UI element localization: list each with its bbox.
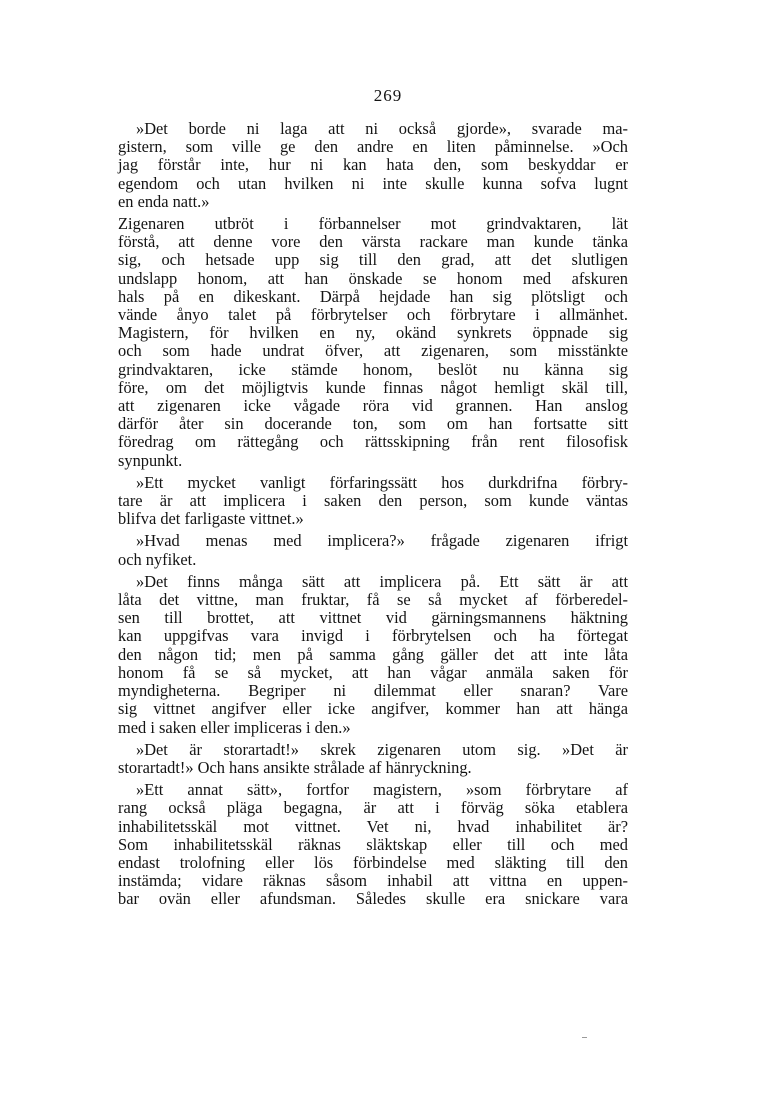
text-line: bar ovän eller afundsman. Således skulle era snickare vara	[118, 889, 628, 909]
text-line: och som hade undrat öfver, att zigenaren, som misstänkte	[118, 341, 628, 361]
text-line: tare är att implicera i saken den person, som kunde väntas	[118, 491, 628, 511]
text-line: vände ånyo talet på förbrytelser och förbrytare i allmänhet.	[118, 305, 628, 325]
text-line: jag förstår inte, hur ni kan hata den, som beskyddar er	[118, 155, 628, 175]
text-line: »Det är storartadt!» skrek zigenaren utom sig. »Det är	[136, 739, 628, 759]
text-line: »Ett mycket vanligt förfaringssätt hos durkdrifna förbry-	[136, 472, 628, 492]
text-line: myndigheterna. Begriper ni dilemmat eller snaran? Vare	[118, 681, 628, 701]
paragraph-5	[118, 573, 628, 737]
paragraph-2	[118, 215, 628, 470]
text-line: Magistern, för hvilken en ny, okänd synkrets öppnade sig	[118, 323, 628, 343]
text-line: före, om det möjligtvis kunde finnas något hemligt skäl till,	[118, 377, 628, 397]
text-line: kan uppgifvas vara invigd i förbrytelsen och ha förtegat	[118, 626, 628, 646]
paragraph-7	[118, 781, 628, 908]
text-line: att zigenaren icke vågade röra vid grannen. Han anslog	[118, 396, 628, 416]
text-line: den någon tid; men på samma gång gäller det att inte låta	[118, 644, 628, 664]
text-line: honom få se så mycket, att han vågar anmäla saken för	[118, 662, 628, 682]
text-line: synpunkt.	[118, 450, 183, 470]
text-line: »Hvad menas med implicera?» frågade zigenaren ifrigt	[136, 531, 628, 551]
text-line: »Det borde ni laga att ni också gjorde», svarade ma-	[136, 119, 628, 138]
text-line: undslapp honom, att han önskade se honom med afskuren	[118, 268, 628, 288]
text-line: med i saken eller impliceras i den.»	[118, 717, 351, 737]
paragraph-1	[118, 120, 628, 211]
paragraph-3	[118, 474, 628, 529]
text-line: föredrag om rättegång och rättsskipning från rent filosofisk	[118, 432, 628, 452]
text-line: »Det finns många sätt att implicera på. Ett sätt är att	[136, 571, 628, 591]
text-line: en enda natt.»	[118, 191, 210, 211]
text-line: sig vittnet angifver eller icke angifver, kommer han att hänga	[118, 699, 628, 719]
text-line: instämda; vidare räknas såsom inhabil att vittna en uppen-	[118, 871, 628, 891]
paragraph-4	[118, 532, 628, 568]
scan-speck	[582, 1037, 587, 1038]
text-line: rang också pläga begagna, är att i förväg söka etablera	[118, 798, 628, 818]
text-line: grindvaktaren, icke stämde honom, beslöt nu känna sig	[118, 359, 628, 379]
text-line: egendom och utan hvilken ni inte skulle kunna sofva lugnt	[118, 173, 628, 193]
text-line: och nyfiket.	[118, 549, 197, 569]
text-line: gistern, som ville ge den andre en liten påminnelse. »Och	[118, 137, 628, 157]
text-line: blifva det farligaste vittnet.»	[118, 509, 304, 529]
text-line: sen till brottet, att vittnet vid gärningsmannens häktning	[118, 608, 628, 628]
paragraph-6	[118, 741, 628, 777]
text-line: Som inhabilitetsskäl räknas släktskap eller till och med	[118, 834, 628, 854]
text-line: Zigenaren utbröt i förbannelser mot grindvaktaren, lät	[118, 214, 628, 234]
text-line: sig, och hetsade upp sig till den grad, att det slutligen	[118, 250, 628, 270]
page-number: 269	[373, 86, 403, 105]
text-line: låta det vittne, man fruktar, få se så mycket af förberedel-	[118, 590, 628, 610]
text-line: inhabilitetsskäl mot vittnet. Vet ni, hvad inhabilitet är?	[118, 816, 628, 836]
text-line: därför åter sin docerande ton, som om han fortsatte sitt	[118, 414, 628, 434]
text-line: storartadt!» Och hans ansikte strålade af hänryckning.	[118, 757, 472, 777]
text-line: hals på en dikeskant. Därpå hejdade han sig plötsligt och	[118, 286, 628, 306]
text-line: »Ett annat sätt», fortfor magistern, »som förbrytare af	[136, 780, 628, 800]
text-line: endast trolofning eller lös förbindelse med släkting till den	[118, 852, 628, 872]
text-line: förstå, att denne vore den värsta rackare man kunde tänka	[118, 232, 628, 252]
text-column	[118, 120, 628, 913]
